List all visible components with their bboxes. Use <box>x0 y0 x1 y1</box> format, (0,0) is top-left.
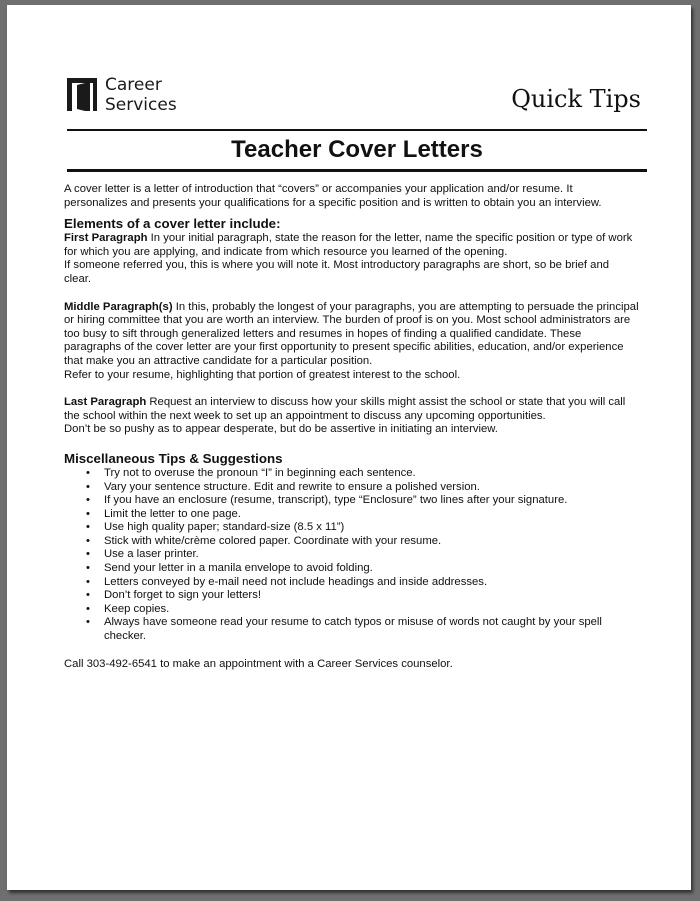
bullet-icon: • <box>86 466 90 479</box>
tip-text: Send your letter in a manila envelope to avoid folding. <box>104 562 373 575</box>
list-item <box>64 467 639 481</box>
first-paragraph <box>64 232 639 259</box>
title-rule-bottom <box>67 169 647 172</box>
tip-text: Always have someone read your resume to catch typos or misuse of words not caught by your spell checker. <box>104 616 602 643</box>
bullet-icon: • <box>86 521 90 534</box>
spacer <box>64 382 639 396</box>
middle-paragraph-label: Middle Paragraph(s) <box>64 300 173 313</box>
bullet-icon: • <box>86 616 90 629</box>
bullet-icon: • <box>86 494 90 507</box>
list-item <box>64 535 639 549</box>
spacer <box>64 437 639 451</box>
document-page <box>7 5 691 890</box>
footer-contact: Call 303-492-6541 to make an appointment with a Career Services counselor. <box>64 657 453 670</box>
tip-text: Use a laser printer. <box>104 548 199 561</box>
bullet-icon: • <box>86 548 90 561</box>
misc-tips-heading: Miscellaneous Tips & Suggestions <box>64 450 283 466</box>
spacer <box>64 287 639 301</box>
logo-line-2: Services <box>105 95 177 115</box>
intro-paragraph: A cover letter is a letter of introduction that “covers” or accompanies your application and/or resume. It personalizes and presents your qualifications for a specific position and is written to obtain you an interview. <box>64 183 602 209</box>
list-item <box>64 562 639 576</box>
list-item <box>64 481 639 495</box>
list-item <box>64 521 639 535</box>
list-item <box>64 494 639 508</box>
logo-text <box>105 75 177 115</box>
tip-text: Vary your sentence structure. Edit and rewrite to ensure a polished version. <box>104 480 480 493</box>
elements-heading: Elements of a cover letter include: <box>64 216 281 232</box>
quick-tips-label: Quick Tips <box>511 85 641 113</box>
tip-text: Keep copies. <box>104 602 170 615</box>
list-item <box>64 616 639 643</box>
bullet-icon: • <box>86 507 90 520</box>
bullet-icon: • <box>86 589 90 602</box>
bullet-icon: • <box>86 575 90 588</box>
bullet-icon: • <box>86 562 90 575</box>
list-item <box>64 603 639 617</box>
list-item <box>64 589 639 603</box>
tip-text: If you have an enclosure (resume, transcript), type “Enclosure” two lines after your signature. <box>104 494 568 507</box>
tip-text: Use high quality paper; standard-size (8.5 x 11”) <box>104 521 345 534</box>
last-paragraph-note: Don’t be so pushy as to appear desperate, but do be assertive in initiating an interview. <box>64 423 498 436</box>
list-item <box>64 548 639 562</box>
tips-list <box>64 467 639 644</box>
first-paragraph-label: First Paragraph <box>64 232 148 245</box>
bullet-icon: • <box>86 480 90 493</box>
tip-text: Limit the letter to one page. <box>104 507 241 520</box>
logo-line-1: Career <box>105 75 162 95</box>
spacer <box>64 644 639 658</box>
list-item <box>64 576 639 590</box>
door-logo-icon <box>67 78 97 111</box>
page-title: Teacher Cover Letters <box>231 136 483 163</box>
middle-paragraph-note: Refer to your resume, highlighting that portion of greatest interest to the school. <box>64 368 461 381</box>
last-paragraph-label: Last Paragraph <box>64 396 147 409</box>
tip-text: Don’t forget to sign your letters! <box>104 589 261 602</box>
middle-paragraph <box>64 301 639 369</box>
bullet-icon: • <box>86 602 90 615</box>
last-paragraph-text: Request an interview to discuss how your skills might assist the school or state that you will call the school within the next week to set up an appointment to discuss any upcoming opportunities. <box>64 396 626 422</box>
bullet-icon: • <box>86 534 90 547</box>
tip-text: Try not to overuse the pronoun “I” in beginning each sentence. <box>104 466 416 479</box>
last-paragraph <box>64 396 639 423</box>
tip-text: Letters conveyed by e-mail need not include headings and inside addresses. <box>104 575 488 588</box>
middle-paragraph-text: In this, probably the longest of your paragraphs, you are attempting to persuade the principal or hiring committee that you are worth an interview. The burden of proof is on you. Most school administrators are too busy to sift through generalized letters and resumes in hopes of finding a qualified candidate. These paragraphs of the cover letter are your first opportunity to present specific abilities, education, and/or experience that make you an attractive candidate for a particular position. <box>64 300 639 367</box>
list-item <box>64 508 639 522</box>
first-paragraph-note: If someone referred you, this is where you will note it. Most introductory paragraphs are short, so be brief and clear. <box>64 259 610 285</box>
document-body <box>64 183 639 671</box>
title-rule-top <box>67 129 647 131</box>
first-paragraph-text: In your initial paragraph, state the reason for the letter, name the specific position or type of work for which you are applying, and indicate from which resource you learned of the opening. <box>64 232 633 258</box>
tip-text: Stick with white/crème colored paper. Coordinate with your resume. <box>104 534 442 547</box>
